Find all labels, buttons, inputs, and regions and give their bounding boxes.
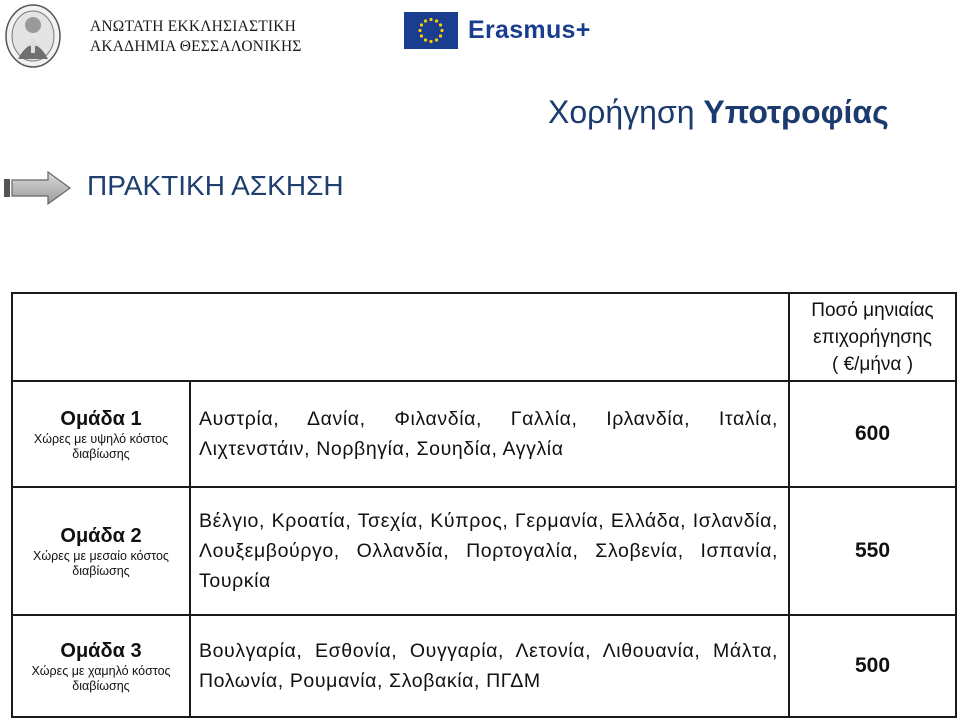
- group-desc: Χώρες με μεσαίο κόστος: [33, 549, 169, 563]
- scholarship-table: [11, 292, 957, 718]
- eu-star-icon: [424, 38, 427, 41]
- eu-star-icon: [440, 29, 443, 32]
- eu-star-icon: [420, 23, 423, 26]
- amount-cell: 600: [789, 381, 956, 487]
- eu-star-icon: [435, 38, 438, 41]
- amount-cell: 500: [789, 615, 956, 717]
- countries-cell: Βέλγιο, Κροατία, Τσεχία, Κύπρος, Γερμανία, Ελλάδα, Ισλανδία, Λουξεμβούργο, Ολλανδία, Πορτογαλία, Σλοβενία, Ισπανία, Τουρκία: [190, 487, 789, 615]
- institution-name: [90, 17, 302, 57]
- eu-star-icon: [429, 40, 432, 43]
- title-light: Χορήγηση: [548, 94, 695, 130]
- amount-header-line-3: ( €/μήνα ): [831, 353, 914, 375]
- group-cell: [12, 615, 190, 717]
- group-desc: διαβίωσης: [72, 447, 130, 461]
- amount-header-line-1: Ποσό μηνιαίας: [811, 299, 934, 321]
- eu-star-icon: [439, 34, 442, 37]
- countries-cell: Αυστρία, Δανία, Φιλανδία, Γαλλία, Ιρλανδία, Ιταλία, Λιχτενστάιν, Νορβηγία, Σουηδία, Αγγλία: [190, 381, 789, 487]
- group-cell: [12, 381, 190, 487]
- table-row: [12, 381, 956, 487]
- group-desc: Χώρες με υψηλό κόστος: [33, 432, 169, 446]
- group-name: Ομάδα 2: [60, 525, 142, 547]
- eu-star-icon: [435, 19, 438, 22]
- right-arrow-icon: [2, 170, 72, 206]
- group-cell: [12, 487, 190, 615]
- page-title: [548, 94, 889, 131]
- erasmus-label: Erasmus+: [468, 16, 591, 44]
- institution-line-2: ΑΚΑΔΗΜΙΑ ΘΕΣΣΑΛΟΝΙΚΗΣ: [90, 38, 302, 55]
- amount-header-line-2: επιχορήγησης: [813, 326, 932, 348]
- institution-line-1: ΑΝΩΤΑΤΗ ΕΚΚΛΗΣΙΑΣΤΙΚΗ: [90, 18, 297, 35]
- countries-cell: Βουλγαρία, Εσθονία, Ουγγαρία, Λετονία, Λιθουανία, Μάλτα, Πολωνία, Ρουμανία, Σλοβακία, ΠΓΔΜ: [190, 615, 789, 717]
- eu-flag-icon: [404, 12, 458, 49]
- eu-star-icon: [429, 18, 432, 21]
- group-name: Ομάδα 1: [60, 408, 142, 430]
- amount-header: [789, 293, 956, 381]
- title-bold: Υποτροφίας: [703, 94, 889, 130]
- amount-cell: 550: [789, 487, 956, 615]
- group-desc: διαβίωσης: [72, 564, 130, 578]
- group-name: Ομάδα 3: [60, 640, 142, 662]
- erasmus-logo: [404, 12, 591, 49]
- table-row: [12, 615, 956, 717]
- eu-star-icon: [420, 34, 423, 37]
- section-subtitle: ΠΡΑΚΤΙΚΗ ΑΣΚΗΣΗ: [87, 170, 344, 201]
- header-empty-cell: [190, 293, 789, 381]
- group-desc: διαβίωσης: [72, 679, 130, 693]
- eu-star-icon: [439, 23, 442, 26]
- group-desc: Χώρες με χαμηλό κόστος: [31, 664, 171, 678]
- header-empty-cell: [12, 293, 190, 381]
- table-header-row: [12, 293, 956, 381]
- table-row: [12, 487, 956, 615]
- eu-star-icon: [424, 19, 427, 22]
- eu-star-icon: [418, 29, 421, 32]
- academy-seal-icon: [4, 3, 62, 69]
